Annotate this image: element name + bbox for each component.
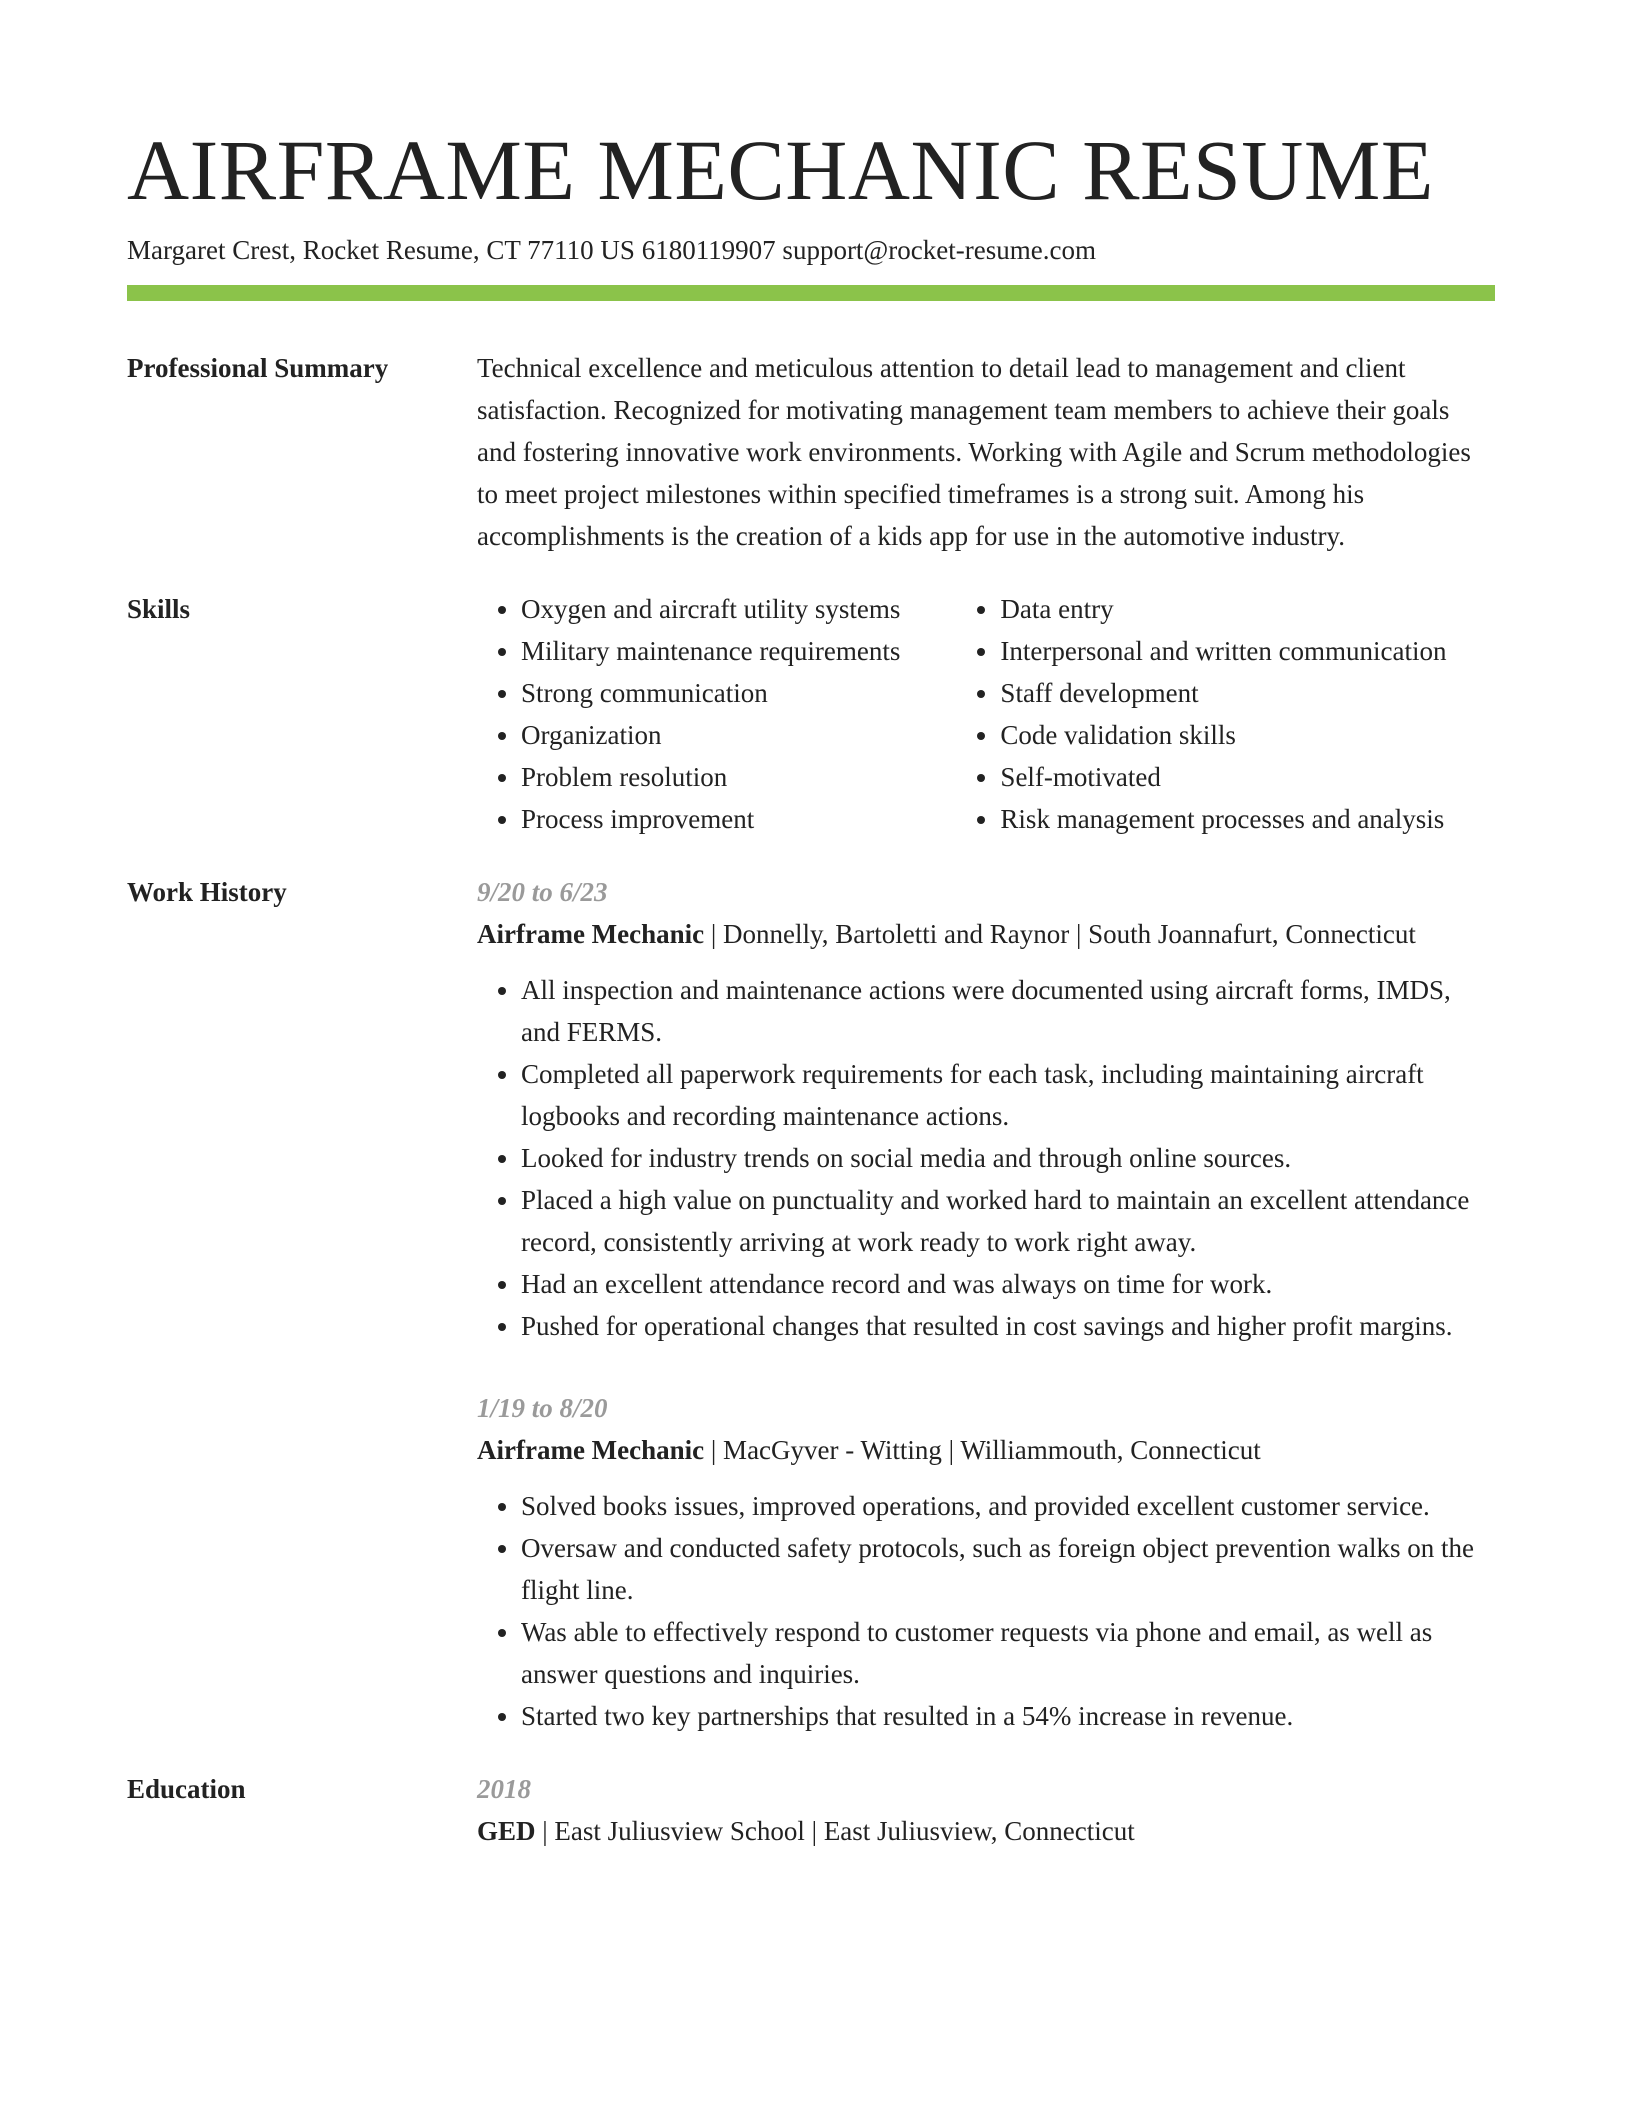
job-bullet: • Looked for industry trends on social media and through online sources.	[521, 1137, 1495, 1179]
job-bullet: • All inspection and maintenance actions were documented using aircraft forms, IMDS, and FERMS.	[521, 969, 1495, 1053]
education-section	[127, 1768, 1495, 1852]
skill-item: • Data entry	[1000, 588, 1446, 630]
skill-item: • Strong communication	[521, 672, 900, 714]
resume-page	[127, 120, 1495, 1852]
accent-divider	[127, 285, 1495, 301]
job-bullet: • Started two key partnerships that resulted in a 54% increase in revenue.	[521, 1695, 1495, 1737]
work-body	[477, 871, 1495, 1737]
job-dates: 1/19 to 8/20	[477, 1393, 608, 1423]
job-bullet: • Solved books issues, improved operations, and provided excellent customer service.	[521, 1485, 1495, 1527]
summary-label: Professional Summary	[127, 353, 389, 383]
education-body	[477, 1768, 1495, 1852]
skill-item: • Organization	[521, 714, 900, 756]
job-dates: 9/20 to 6/23	[477, 877, 608, 907]
skill-item: • Interpersonal and written communication	[1000, 630, 1446, 672]
skill-item: • Oxygen and aircraft utility systems	[521, 588, 900, 630]
skill-item: • Problem resolution	[521, 756, 900, 798]
skills-columns	[477, 588, 1495, 840]
job-bullet: • Pushed for operational changes that resulted in cost savings and higher profit margins.	[521, 1305, 1495, 1347]
skill-item: • Self-motivated	[1000, 756, 1446, 798]
job-bullets	[477, 969, 1495, 1347]
work-section	[127, 871, 1495, 1737]
job-title: Airframe Mechanic	[477, 919, 705, 949]
job-entry	[477, 1387, 1495, 1737]
skills-label: Skills	[127, 594, 191, 624]
skills-body	[477, 588, 1495, 840]
education-year: 2018	[477, 1774, 531, 1804]
education-details: | East Juliusview School | East Juliusview, Connecticut	[535, 1816, 1135, 1846]
skills-column-left	[477, 588, 900, 840]
skills-column-right	[956, 588, 1446, 840]
page-title: AIRFRAME MECHANIC RESUME	[127, 122, 1434, 218]
skill-item: • Staff development	[1000, 672, 1446, 714]
summary-body	[477, 347, 1495, 557]
summary-text: Technical excellence and meticulous attention to detail lead to management and client satisfaction. Recognized for motivating management team members to achieve their goals and fostering innovative work environments. Working with Agile and Scrum methodologies to meet project milestones within specified timeframes is a strong suit. Among his accomplishments is the creation of a kids app for use in the automotive industry.	[477, 353, 1471, 551]
job-bullet: • Oversaw and conducted safety protocols, such as foreign object prevention walks on the flight line.	[521, 1527, 1495, 1611]
job-entry	[477, 871, 1495, 1347]
skill-item: • Military maintenance requirements	[521, 630, 900, 672]
job-heading	[477, 1429, 1495, 1471]
job-bullets	[477, 1485, 1495, 1737]
summary-section	[127, 347, 1495, 557]
education-heading	[477, 1810, 1495, 1852]
job-bullet: • Was able to effectively respond to customer requests via phone and email, as well as answer questions and inquiries.	[521, 1611, 1495, 1695]
job-details: | MacGyver - Witting | Williammouth, Connecticut	[704, 1435, 1261, 1465]
job-bullet: • Placed a high value on punctuality and worked hard to maintain an excellent attendance record, consistently arriving at work ready to work right away.	[521, 1179, 1495, 1263]
job-bullet: • Completed all paperwork requirements for each task, including maintaining aircraft logbooks and recording maintenance actions.	[521, 1053, 1495, 1137]
contact-line: Margaret Crest, Rocket Resume, CT 77110 US 6180119907 support@rocket-resume.com	[127, 235, 1096, 265]
work-label: Work History	[127, 877, 287, 907]
skill-item: • Risk management processes and analysis	[1000, 798, 1446, 840]
job-details: | Donnelly, Bartoletti and Raynor | South Joannafurt, Connecticut	[704, 919, 1416, 949]
skill-item: • Process improvement	[521, 798, 900, 840]
job-bullet: • Had an excellent attendance record and was always on time for work.	[521, 1263, 1495, 1305]
job-title: Airframe Mechanic	[477, 1435, 705, 1465]
education-label: Education	[127, 1774, 246, 1804]
skills-section	[127, 588, 1495, 840]
job-heading	[477, 913, 1495, 955]
skill-item: • Code validation skills	[1000, 714, 1446, 756]
education-degree: GED	[477, 1816, 536, 1846]
